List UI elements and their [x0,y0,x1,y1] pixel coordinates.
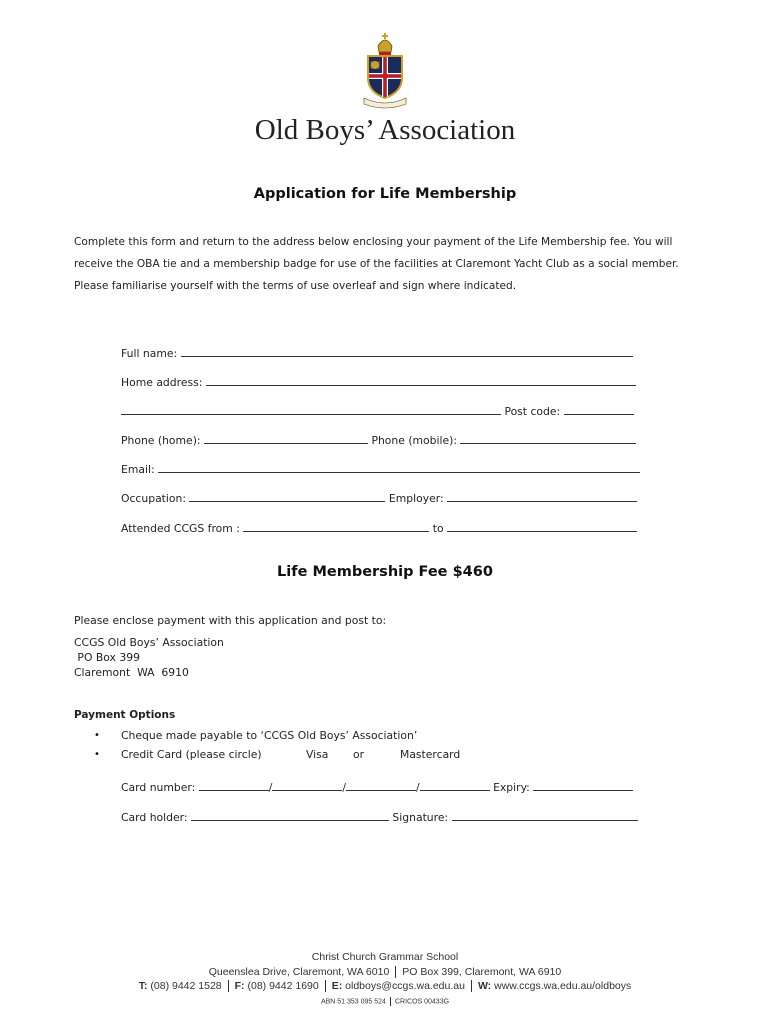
footer-street-address: Queenslea Drive, Claremont, WA 6010 [208,966,390,978]
footer-email-link[interactable]: oldboys@ccgs.wa.edu.au [345,980,465,992]
footer-website-link[interactable]: www.ccgs.wa.edu.au/oldboys [494,980,632,992]
cheque-option: Cheque made payable to ‘CCGS Old Boys’ Association’ [121,729,418,742]
footer-fax: (08) 9442 1690 [247,980,319,992]
attended-row [121,520,637,535]
card-number-field-3[interactable] [346,779,416,791]
intro-line-3: Please familiarise yourself with the terms of use overleaf and sign where indicated. [74,280,517,292]
card-number-field-1[interactable] [199,779,269,791]
footer-school-name: Christ Church Grammar School [311,951,459,963]
employer-label: Employer: [388,492,444,505]
divider [325,980,326,992]
divider [228,980,229,992]
employer-field[interactable] [447,490,637,502]
web-label: W: [477,980,492,992]
card-number-field-2[interactable] [272,779,342,791]
card-holder-label: Card holder: [121,811,188,824]
home-address-row [121,374,636,389]
signature-label: Signature: [392,811,449,824]
or-text: or [353,748,365,761]
visa-option[interactable]: Visa [306,748,329,761]
occupation-label: Occupation: [121,492,187,505]
address-line-2-row [121,403,634,418]
bullet-icon: • [94,749,100,760]
card-number-field-4[interactable] [420,779,490,791]
mastercard-option[interactable]: Mastercard [400,748,461,761]
post-code-label: Post code: [504,405,561,418]
occupation-row [121,490,637,505]
full-name-row [121,345,633,360]
email-field[interactable] [158,461,640,473]
card-holder-field[interactable] [191,809,389,821]
card-number-row: Card number: / / / Expiry: [121,779,633,794]
address-line-2: PO Box 399 [74,651,140,664]
payment-instruction: Please enclose payment with this application and post to: [74,614,387,627]
divider [390,997,391,1006]
fax-label: F: [234,980,245,992]
post-code-field[interactable] [564,403,634,415]
home-address-line-2-field[interactable] [121,403,501,415]
school-crest-logo [360,32,410,110]
footer-registration-row [0,997,770,1006]
email-row [121,461,640,476]
expiry-label: Expiry: [493,781,530,794]
attended-to-field[interactable] [447,520,637,532]
attended-label: Attended CCGS from : [121,522,240,535]
footer-contact-row [0,980,770,992]
intro-line-1: Complete this form and return to the address below enclosing your payment of the Life Membership fee. You will [74,236,673,248]
org-name: Old Boys’ Association [254,114,516,146]
attended-to-label: to [432,522,444,535]
address-line-3: Claremont WA 6910 [74,666,189,679]
full-name-field[interactable] [181,345,633,357]
payment-options-heading: Payment Options [74,709,176,721]
email-label-footer: E: [331,980,343,992]
home-address-field[interactable] [206,374,636,386]
home-address-label: Home address: [121,376,203,389]
divider [395,966,396,978]
phone-home-label: Phone (home): [121,434,201,447]
attended-from-field[interactable] [243,520,429,532]
divider [471,980,472,992]
footer-phone: (08) 9442 1528 [150,980,222,992]
phone-mobile-label: Phone (mobile): [371,434,457,447]
phone-row [121,432,636,447]
card-number-label: Card number: [121,781,196,794]
occupation-field[interactable] [189,490,385,502]
fee-title: Life Membership Fee $460 [277,564,493,580]
card-holder-row [121,809,638,824]
phone-mobile-field[interactable] [460,432,636,444]
full-name-label: Full name: [121,347,178,360]
phone-label: T: [138,980,148,992]
footer-abn: ABN 51 353 095 524 [320,998,386,1006]
intro-line-2: receive the OBA tie and a membership badge for use of the facilities at Claremont Yacht Club as a social member. [74,258,679,270]
footer-cricos: CRICOS 00433G [394,998,450,1006]
form-title: Application for Life Membership [253,186,517,202]
footer-address-row [0,966,770,978]
address-line-1: CCGS Old Boys’ Association [74,636,224,649]
signature-field[interactable] [452,809,638,821]
bullet-icon: • [94,730,100,741]
footer-postal-address: PO Box 399, Claremont, WA 6910 [402,966,562,978]
email-label: Email: [121,463,155,476]
credit-card-option: Credit Card (please circle) [121,748,262,761]
phone-home-field[interactable] [204,432,368,444]
expiry-field[interactable] [533,779,633,791]
